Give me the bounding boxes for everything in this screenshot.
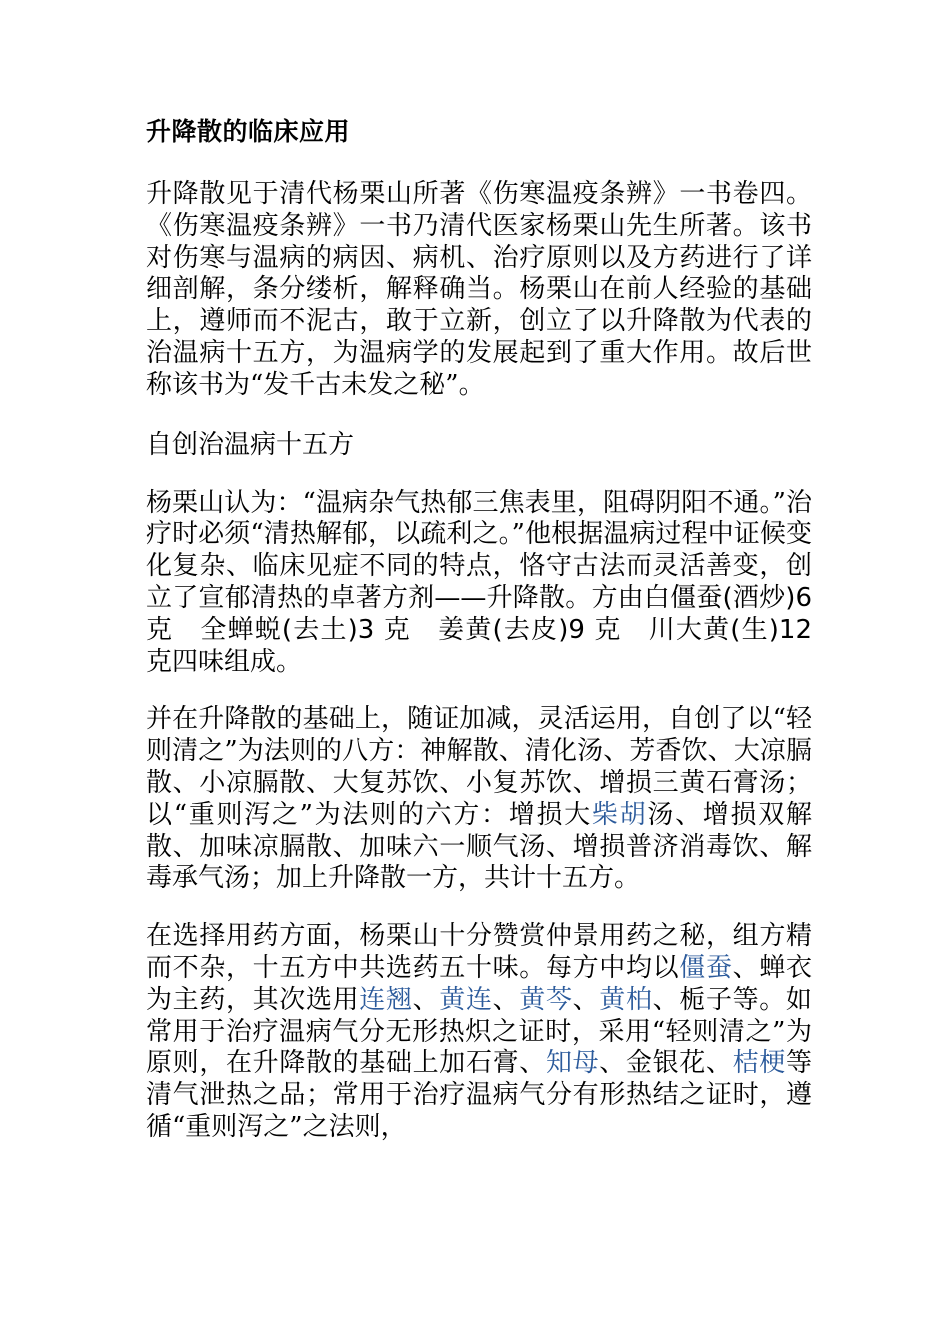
formula-text: 杨栗山认为：“温病杂气热郁三焦表里，阻碍阴阳不通。”治疗时必须“清热解郁，以疏利之。”他根据温病过程中证候变化复杂、临床见症不同的特点，恪守古法而灵活善变，创立了宣郁清热的卓著方剂——升降散。: [146, 487, 812, 613]
text-run: 、栀子等。如常用于治疗温病气分无形热炽之证时，采用“轻则清之”为原则，在升降散的基础上加石膏、: [146, 984, 812, 1079]
text-run: 、: [572, 984, 600, 1015]
paragraph-intro: 升降散见于清代杨栗山所著《伤寒温疫条辨》一书卷四。《伤寒温疫条辨》一书乃清代医家杨栗山先生所著。该书对伤寒与温病的病因、病机、治疗原则以及方药进行了详细剖解，条分缕析，解释确当。杨栗山在前人经验的基础上，遵师而不泥古，敢于立新，创立了以升降散为代表的治温病十五方，为温病学的发展起到了重大作用。故后世称该书为“发千古未发之秘”。: [146, 179, 812, 400]
link-zhimu[interactable]: 知母: [545, 1048, 600, 1079]
link-chaihu[interactable]: 柴胡: [591, 799, 648, 830]
paragraph-fifteen-formulas: [146, 704, 812, 895]
text-run: 汤、增损双解散、加味凉膈散、加味六一顺气汤、增损普济消毒饮、解毒承气汤；加上升降散一方，共计十五方。: [146, 799, 812, 894]
link-huanglian[interactable]: 黄连: [439, 984, 493, 1015]
link-huangqin[interactable]: 黄芩: [519, 984, 573, 1015]
section-heading: 自创治温病十五方: [146, 429, 355, 460]
text-run: 等清气泄热之品；常用于治疗温病气分有形热结之证时，遵循“重则泻之”之法则，: [146, 1048, 812, 1142]
paragraph-medication: [146, 921, 812, 1144]
paragraph-formula: [146, 488, 812, 679]
link-jiegeng[interactable]: 桔梗: [732, 1048, 786, 1079]
text-run: 、蝉衣为主药，其次选用: [146, 952, 812, 1015]
link-lianqiao[interactable]: 连翘: [359, 984, 413, 1015]
text-run: 、金银花、: [599, 1048, 733, 1079]
link-jiangcan[interactable]: 僵蚕: [679, 952, 733, 983]
link-huangbai[interactable]: 黄柏: [599, 984, 653, 1015]
text-run: 、: [492, 984, 520, 1015]
text-run: 并在升降散的基础上，随证加减，灵活运用，自创了以“轻则清之”为法则的八方：神解散、清化汤、芳香饮、大凉膈散、小凉膈散、大复苏饮、小复苏饮、增损三黄石膏汤；以“重则泻之”为法则的六方：增损大: [146, 704, 812, 830]
text-run: 在选择用药方面，杨栗山十分赞赏仲景用药之秘，组方精而不杂，十五方中共选药五十味。每方中均以: [146, 921, 812, 983]
document-title: 升降散的临床应用: [146, 117, 351, 146]
document-page: [146, 112, 812, 1170]
text-run: 、: [412, 984, 440, 1015]
formula-composition: 方由白僵蚕(酒炒)6 克 全蝉蜕(去土)3 克 姜黄(去皮)9 克 川大黄(生)12 克四味组成。: [146, 582, 812, 677]
